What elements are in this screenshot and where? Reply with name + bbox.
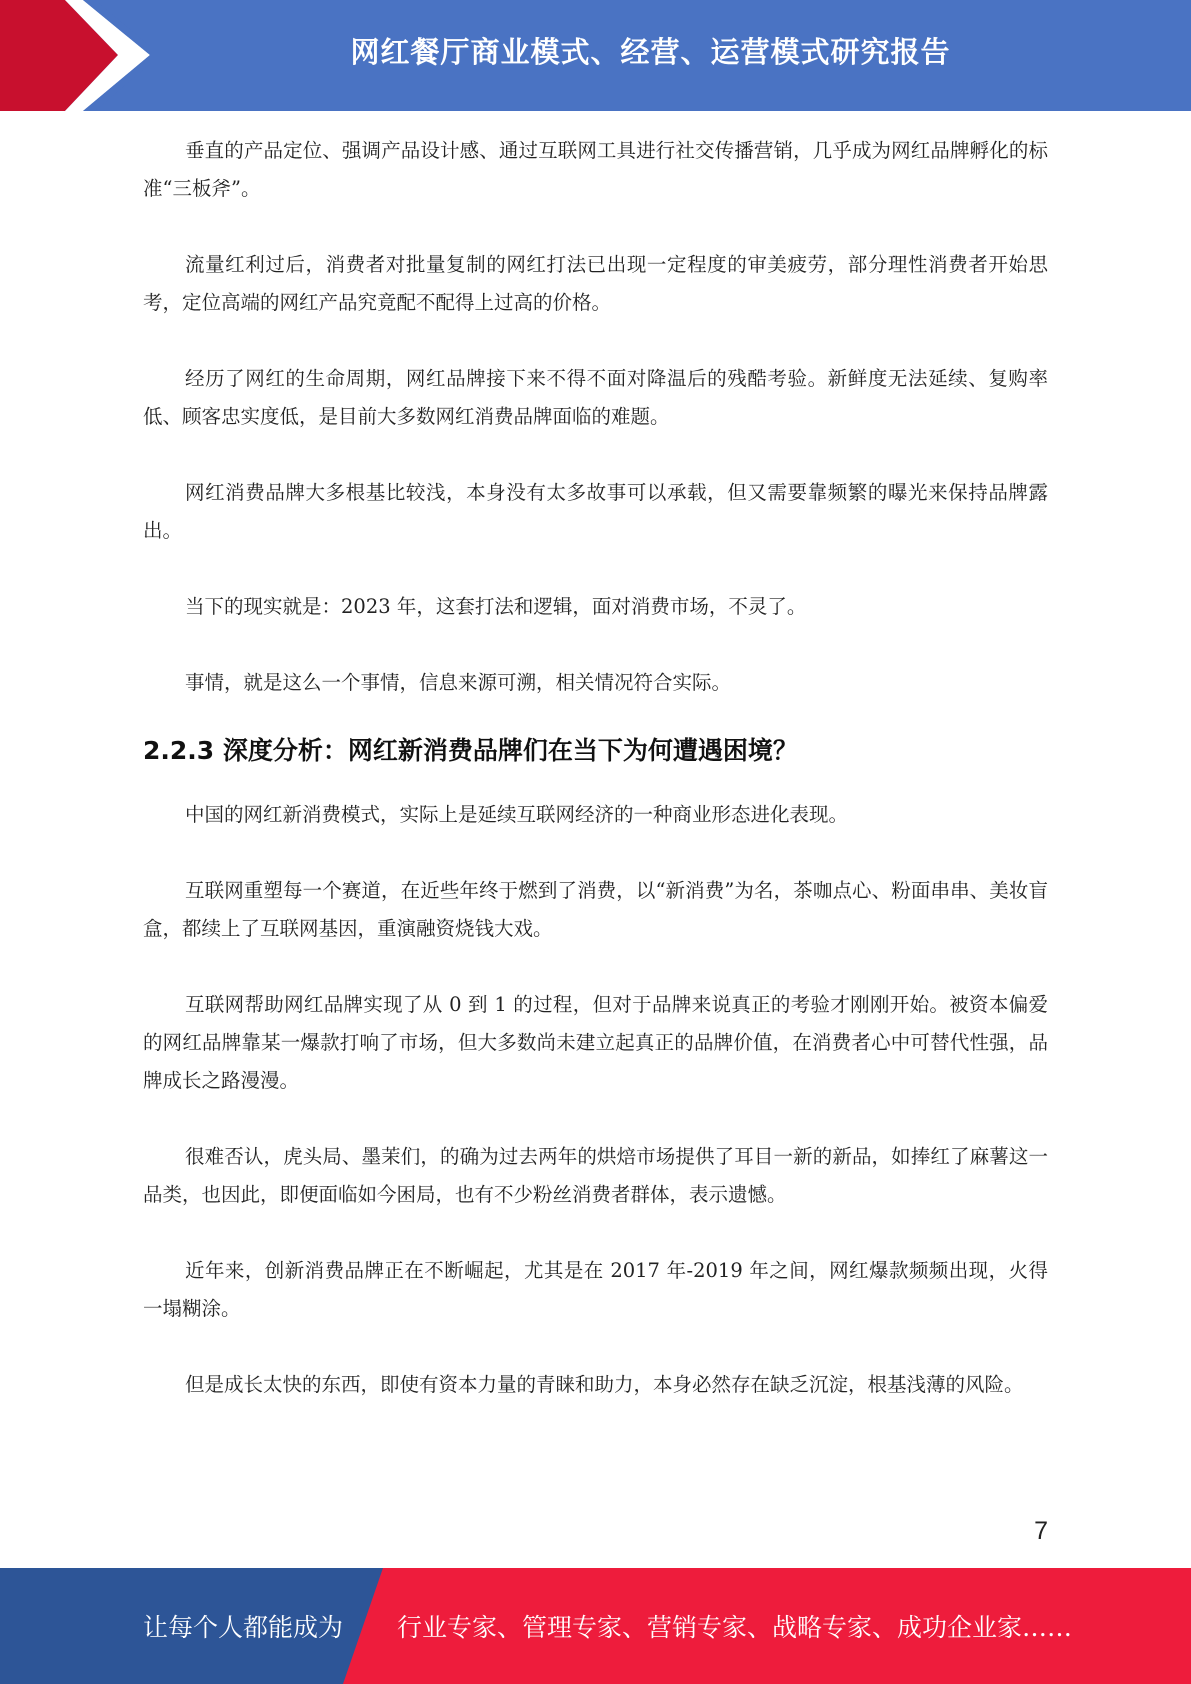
paragraph: 经历了网红的生命周期，网红品牌接下来不得不面对降温后的残酷考验。新鲜度无法延续、复购率低、顾客忠实度低，是目前大多数网红消费品牌面临的难题。 bbox=[143, 367, 1048, 428]
report-title: 网红餐厅商业模式、经营、运营模式研究报告 bbox=[350, 34, 951, 69]
footer-slogan-right: 行业专家、管理专家、营销专家、战略专家、成功企业家…… bbox=[397, 1613, 1073, 1642]
paragraph: 垂直的产品定位、强调产品设计感、通过互联网工具进行社交传播营销，几乎成为网红品牌孵化的标准“三板斧”。 bbox=[143, 139, 1048, 200]
paragraph: 事情，就是这么一个事情，信息来源可溯，相关情况符合实际。 bbox=[185, 671, 732, 694]
paragraph: 很难否认，虎头局、墨茉们，的确为过去两年的烘焙市场提供了耳目一新的新品，如捧红了麻薯这一品类，也因此，即便面临如今困局，也有不少粉丝消费者群体，表示遗憾。 bbox=[143, 1145, 1048, 1206]
page-header bbox=[0, 0, 1191, 111]
page-footer bbox=[0, 1568, 1191, 1684]
paragraph: 近年来，创新消费品牌正在不断崛起，尤其是在 2017 年-2019 年之间，网红爆款频频出现，火得一塌糊涂。 bbox=[143, 1259, 1048, 1320]
paragraph: 网红消费品牌大多根基比较浅，本身没有太多故事可以承载，但又需要靠频繁的曝光来保持品牌露出。 bbox=[143, 481, 1048, 542]
paragraph: 互联网重塑每一个赛道，在近些年终于燃到了消费，以“新消费”为名，茶咖点心、粉面串串、美妆盲盒，都续上了互联网基因，重演融资烧钱大戏。 bbox=[143, 879, 1048, 940]
document-body bbox=[143, 132, 1048, 1404]
paragraph: 流量红利过后，消费者对批量复制的网红打法已出现一定程度的审美疲劳，部分理性消费者开始思考，定位高端的网红产品究竟配不配得上过高的价格。 bbox=[143, 253, 1048, 314]
paragraph: 中国的网红新消费模式，实际上是延续互联网经济的一种商业形态进化表现。 bbox=[185, 803, 849, 826]
red-arrow-logo-icon bbox=[0, 0, 150, 111]
paragraph: 当下的现实就是：2023 年，这套打法和逻辑，面对消费市场，不灵了。 bbox=[185, 595, 807, 618]
paragraph: 互联网帮助网红品牌实现了从 0 到 1 的过程，但对于品牌来说真正的考验才刚刚开始。被资本偏爱的网红品牌靠某一爆款打响了市场，但大多数尚未建立起真正的品牌价值，在消费者心中可替代性强，品牌成长之路漫漫。 bbox=[143, 993, 1048, 1092]
footer-slogan-left: 让每个人都能成为 bbox=[143, 1613, 344, 1642]
section-heading: 2.2.3 深度分析：网红新消费品牌们在当下为何遭遇困境？ bbox=[143, 736, 798, 765]
paragraph: 但是成长太快的东西，即使有资本力量的青睐和助力，本身必然存在缺乏沉淀，根基浅薄的风险。 bbox=[185, 1373, 1024, 1396]
page-number: 7 bbox=[1034, 1517, 1048, 1545]
